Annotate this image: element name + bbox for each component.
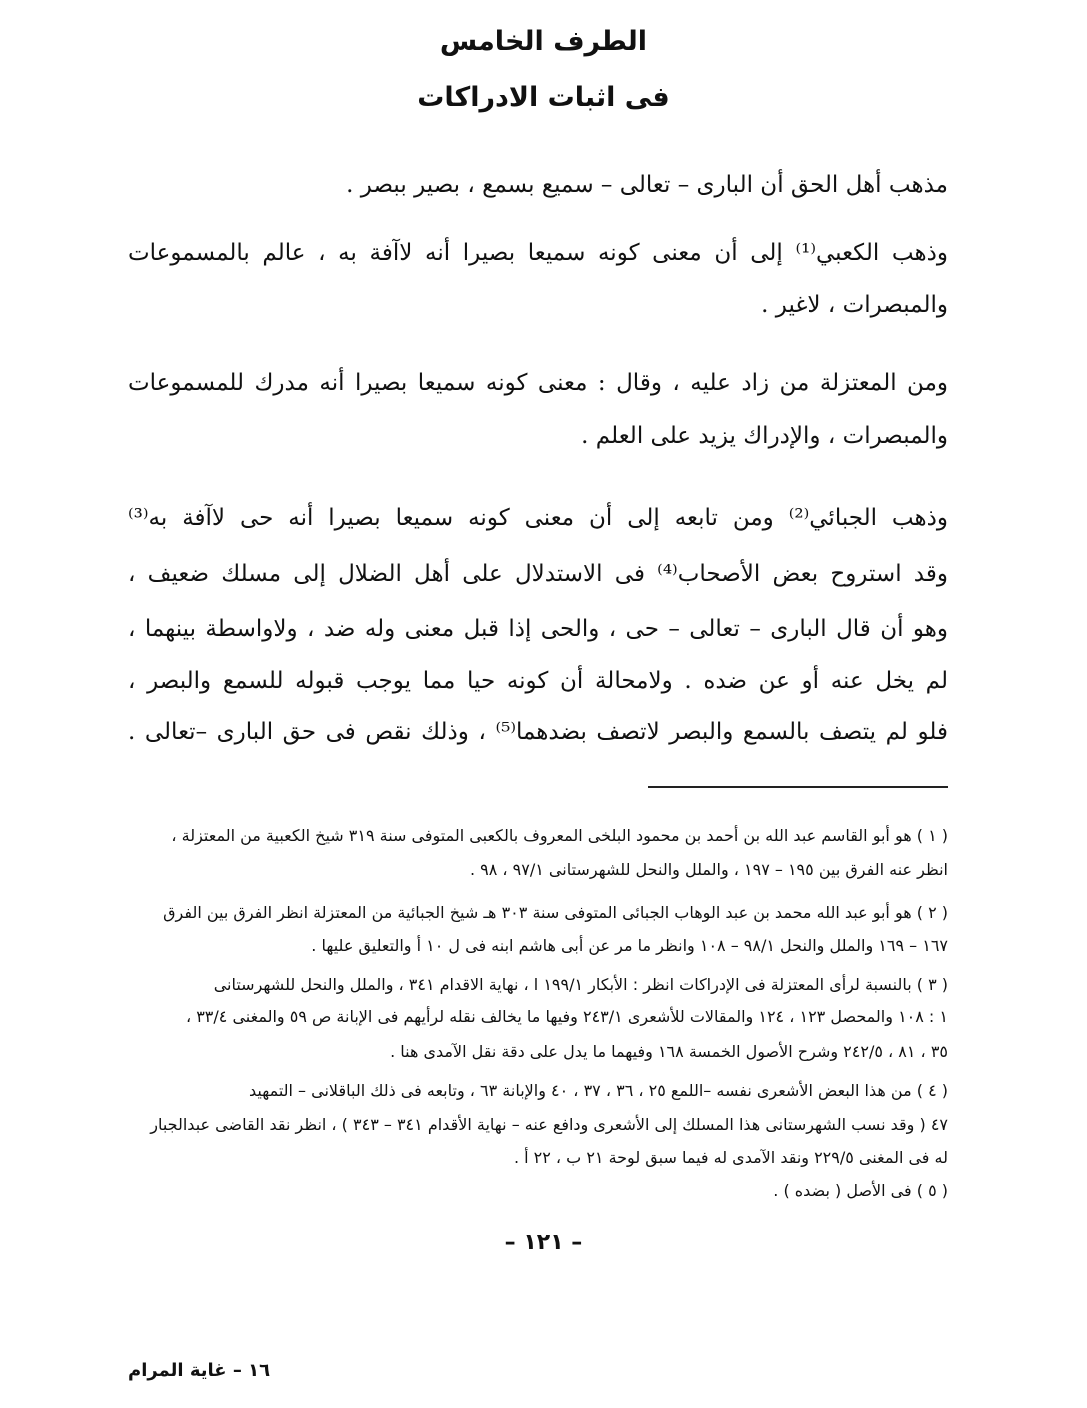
footnote-line: له فى المغنى ٢٢٩/٥ ونقد الآمدى له فيما سبق لوحة ٢١ ب ، ٢٢ أ . (513, 1148, 948, 1167)
footnote-line: ١ : ١٠٨ والمحصل ١٢٣ ، ١٢٤ والمقالات للأشعرى ٢٤٣/١ وفيها ما يخالف نقله لرأيهم فى الإبانة ص ٥٩ والمغنى ٣٣/٤ ، (185, 1007, 948, 1026)
footnote-line: ٤٧ ( وقد نسب الشهرستانى هذا المسلك إلى الأشعرى ودافع عنه – نهاية الأقدام ٣٤١ – ٣٤٣ ) ، انظر نقد القاضى عبدالجبار (150, 1115, 948, 1134)
footnote-line: ( ٢ ) هو أبو عبد الله محمد بن عبد الوهاب الجبائى المتوفى سنة ٣٠٣ هـ شيخ الجبائية من المعتزلة انظر الفرق بين الفرق (163, 903, 948, 922)
body-line: فلو لم يتصف بالسمع والبصر لاتصف بضدهما⁽⁵⁾ ، وذلك نقص فى حق البارى –تعالى . (128, 719, 948, 745)
book-signature: ١٦ – غاية المرام (128, 1360, 271, 1381)
body-line: وذهب الجبائي⁽²⁾ ومن تابعه إلى أن معنى كونه سميعا بصيرا أنه حى لاآفة به⁽³⁾ (128, 505, 948, 531)
body-line: وقد استروح بعض الأصحاب⁽⁴⁾ فى الاستدلال على أهل الضلال إلى مسلك ضعيف ، (128, 561, 948, 587)
body-line: والمبصرات ، والإدراك يزيد على العلم . (581, 423, 948, 449)
chapter-subtitle: فى اثبات الادراكات (417, 82, 670, 113)
footnote-line: انظر عنه الفرق بين ١٩٥ – ١٩٧ ، والملل والنحل للشهرستانى ٩٧/١ ، ٩٨ . (469, 860, 948, 879)
body-line: وهو أن قال البارى – تعالى – حى ، والحى إذا قبل معنى وله ضد ، ولاواسطة بينهما ، (128, 616, 948, 642)
chapter-title: الطرف الخامس (439, 26, 648, 57)
footnote-line: ( ٥ ) فى الأصل ( بضده ) . (773, 1181, 948, 1200)
body-line: وذهب الكعبي⁽¹⁾ إلى أن معنى كونه سميعا بصيرا أنه لاآفة به ، عالم بالمسموعات (128, 240, 948, 266)
footnote-line: ١٦٧ – ١٦٩ والملل والنحل ٩٨/١ – ١٠٨ وانظر ما مر عن أبى هاشم ابنه فى ل ١٠ أ والتعليق عليها . (311, 936, 948, 955)
footnote-line: ( ٣ ) بالنسبة لرأى المعتزلة فى الإدراكات انظر : الأبكار ١٩٩/١ ا ، نهاية الاقدام ٣٤١ ، والملل والنحل للشهرستانى (213, 975, 948, 994)
footnote-line: ٣٥ ، ٨١ ، ٢٤٢/٥ وشرح الأصول الخمسة ١٦٨ وفيهما ما يدل على دقة نقل الآمدى هنا . (390, 1042, 948, 1061)
body-line: ومن المعتزلة من زاد عليه ، وقال : معنى كونه سميعا بصيرا أنه مدرك للمسموعات (128, 370, 948, 396)
page-number: – ١٢١ – (504, 1230, 583, 1255)
footnote-divider (648, 786, 948, 788)
footnote-line: ( ١ ) هو أبو القاسم عبد الله بن أحمد بن محمود البلخى المعروف بالكعبى المتوفى سنة ٣١٩ شيخ الكعبية من المعتزلة ، (171, 826, 948, 845)
body-line: والمبصرات ، لاغير . (761, 292, 948, 318)
body-line: مذهب أهل الحق أن البارى – تعالى – سميع بسمع ، بصير ببصر . (346, 172, 948, 198)
body-line: لم يخل عنه أو عن ضده . ولامحالة أن كونه حيا مما يوجب قبوله للسمع والبصر ، (128, 668, 948, 694)
footnote-line: ( ٤ ) من هذا البعض الأشعرى نفسه –اللمع ٢٥ ، ٣٦ ، ٣٧ ، ٤٠ والإبانة ٦٣ ، وتابعه فى ذلك الباقلانى – التمهيد (248, 1081, 948, 1100)
